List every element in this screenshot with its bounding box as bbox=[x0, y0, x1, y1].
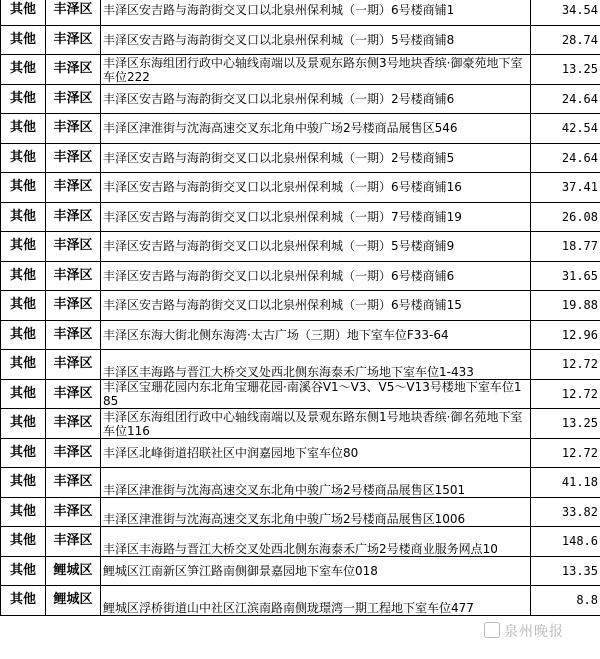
category-cell: 其他 bbox=[1, 202, 46, 232]
watermark-text: 泉州晚报 bbox=[504, 624, 564, 640]
area-cell: 12.72 bbox=[531, 438, 600, 468]
district-cell: 丰泽区 bbox=[46, 438, 101, 468]
category-cell: 其他 bbox=[1, 0, 46, 25]
table-row bbox=[1, 320, 600, 350]
area-cell: 18.77 bbox=[531, 232, 600, 262]
district-cell: 丰泽区 bbox=[46, 232, 101, 262]
district-cell: 鲤城区 bbox=[46, 556, 101, 586]
table-row bbox=[1, 261, 600, 291]
table-row bbox=[1, 379, 600, 409]
area-cell: 13.35 bbox=[531, 556, 600, 586]
table-row bbox=[1, 291, 600, 321]
area-cell: 37.41 bbox=[531, 173, 600, 203]
district-cell: 丰泽区 bbox=[46, 25, 101, 55]
area-cell: 26.08 bbox=[531, 202, 600, 232]
area-cell: 12.72 bbox=[531, 350, 600, 380]
area-cell: 41.18 bbox=[531, 468, 600, 498]
district-cell: 丰泽区 bbox=[46, 379, 101, 409]
area-cell: 12.96 bbox=[531, 320, 600, 350]
category-cell: 其他 bbox=[1, 556, 46, 586]
description-cell: 丰泽区北峰街道招联社区中润嘉园地下室车位80 bbox=[101, 438, 531, 468]
area-cell: 8.8 bbox=[531, 586, 600, 616]
watermark-logo-icon bbox=[484, 622, 500, 638]
table-row bbox=[1, 25, 600, 55]
area-cell: 33.82 bbox=[531, 497, 600, 527]
category-cell: 其他 bbox=[1, 114, 46, 144]
category-cell: 其他 bbox=[1, 497, 46, 527]
table-row bbox=[1, 409, 600, 439]
table-row bbox=[1, 556, 600, 586]
table-row bbox=[1, 0, 600, 25]
description-cell: 鲤城区江南新区笋江路南侧御景嘉园地下室车位018 bbox=[101, 556, 531, 586]
category-cell: 其他 bbox=[1, 143, 46, 173]
description-cell: 丰泽区安吉路与海韵街交叉口以北泉州保利城（一期）5号楼商铺9 bbox=[101, 232, 531, 262]
district-cell: 丰泽区 bbox=[46, 143, 101, 173]
category-cell: 其他 bbox=[1, 84, 46, 114]
district-cell: 丰泽区 bbox=[46, 320, 101, 350]
area-cell: 13.25 bbox=[531, 409, 600, 439]
area-cell: 12.72 bbox=[531, 379, 600, 409]
description-cell: 丰泽区安吉路与海韵街交叉口以北泉州保利城（一期）6号楼商铺16 bbox=[101, 173, 531, 203]
category-cell: 其他 bbox=[1, 261, 46, 291]
district-cell: 丰泽区 bbox=[46, 527, 101, 557]
area-cell: 28.74 bbox=[531, 25, 600, 55]
category-cell: 其他 bbox=[1, 173, 46, 203]
description-cell: 丰泽区津淮街与沈海高速交叉东北角中骏广场2号楼商品展售区1006 bbox=[101, 497, 531, 527]
description-cell: 丰泽区津淮街与沈海高速交叉东北角中骏广场2号楼商品展售区1501 bbox=[101, 468, 531, 498]
description-cell: 丰泽区安吉路与海韵街交叉口以北泉州保利城（一期）7号楼商铺19 bbox=[101, 202, 531, 232]
district-cell: 丰泽区 bbox=[46, 291, 101, 321]
area-cell: 24.64 bbox=[531, 84, 600, 114]
table-row bbox=[1, 468, 600, 498]
category-cell: 其他 bbox=[1, 320, 46, 350]
area-cell: 13.25 bbox=[531, 55, 600, 85]
district-cell: 丰泽区 bbox=[46, 261, 101, 291]
category-cell: 其他 bbox=[1, 379, 46, 409]
district-cell: 丰泽区 bbox=[46, 468, 101, 498]
category-cell: 其他 bbox=[1, 55, 46, 85]
category-cell: 其他 bbox=[1, 291, 46, 321]
description-cell: 丰泽区丰海路与晋江大桥交叉处西北侧东海泰禾广场地下室车位1-433 bbox=[101, 350, 531, 380]
table-row bbox=[1, 438, 600, 468]
category-cell: 其他 bbox=[1, 438, 46, 468]
table-row bbox=[1, 232, 600, 262]
district-cell: 丰泽区 bbox=[46, 84, 101, 114]
description-cell: 丰泽区丰海路与晋江大桥交叉处西北侧东海泰禾广场2号楼商业服务网点10 bbox=[101, 527, 531, 557]
district-cell: 丰泽区 bbox=[46, 55, 101, 85]
district-cell: 丰泽区 bbox=[46, 409, 101, 439]
category-cell: 其他 bbox=[1, 527, 46, 557]
description-cell: 丰泽区安吉路与海韵街交叉口以北泉州保利城（一期）6号楼商铺1 bbox=[101, 0, 531, 25]
description-cell: 丰泽区安吉路与海韵街交叉口以北泉州保利城（一期）5号楼商铺8 bbox=[101, 25, 531, 55]
watermark bbox=[484, 621, 564, 641]
description-cell: 丰泽区宝珊花园内东北角宝珊花园·南溪谷V1～V3、V5～V13号楼地下室车位185 bbox=[101, 379, 531, 409]
description-cell: 鲤城区浮桥街道山中社区江滨南路南侧珑璟湾一期工程地下室车位477 bbox=[101, 586, 531, 616]
table-row bbox=[1, 350, 600, 380]
area-cell: 42.54 bbox=[531, 114, 600, 144]
table-row bbox=[1, 586, 600, 616]
table-row bbox=[1, 143, 600, 173]
category-cell: 其他 bbox=[1, 25, 46, 55]
area-cell: 148.6 bbox=[531, 527, 600, 557]
table-row bbox=[1, 527, 600, 557]
category-cell: 其他 bbox=[1, 468, 46, 498]
area-cell: 24.64 bbox=[531, 143, 600, 173]
description-cell: 丰泽区安吉路与海韵街交叉口以北泉州保利城（一期）6号楼商铺6 bbox=[101, 261, 531, 291]
category-cell: 其他 bbox=[1, 232, 46, 262]
table-row bbox=[1, 202, 600, 232]
category-cell: 其他 bbox=[1, 350, 46, 380]
table-row bbox=[1, 55, 600, 85]
description-cell: 丰泽区安吉路与海韵街交叉口以北泉州保利城（一期）2号楼商铺5 bbox=[101, 143, 531, 173]
district-cell: 丰泽区 bbox=[46, 497, 101, 527]
description-cell: 丰泽区津淮街与沈海高速交叉东北角中骏广场2号楼商品展售区546 bbox=[101, 114, 531, 144]
description-cell: 丰泽区东海组团行政中心轴线南端以及景观东路东侧1号地块香缤·御名苑地下室车位116 bbox=[101, 409, 531, 439]
category-cell: 其他 bbox=[1, 409, 46, 439]
area-cell: 31.65 bbox=[531, 261, 600, 291]
district-cell: 丰泽区 bbox=[46, 114, 101, 144]
area-cell: 19.88 bbox=[531, 291, 600, 321]
table-body bbox=[1, 0, 600, 615]
table-row bbox=[1, 114, 600, 144]
category-cell: 其他 bbox=[1, 586, 46, 616]
table-row bbox=[1, 173, 600, 203]
description-cell: 丰泽区东海大街北侧东海湾·太古广场（三期）地下室车位F33-64 bbox=[101, 320, 531, 350]
table-row bbox=[1, 84, 600, 114]
district-cell: 丰泽区 bbox=[46, 350, 101, 380]
description-cell: 丰泽区东海组团行政中心轴线南端以及景观东路东侧3号地块香缤·御豪苑地下室车位222 bbox=[101, 55, 531, 85]
description-cell: 丰泽区安吉路与海韵街交叉口以北泉州保利城（一期）2号楼商铺6 bbox=[101, 84, 531, 114]
district-cell: 丰泽区 bbox=[46, 202, 101, 232]
table-row bbox=[1, 497, 600, 527]
district-cell: 鲤城区 bbox=[46, 586, 101, 616]
area-cell: 34.54 bbox=[531, 0, 600, 25]
district-cell: 丰泽区 bbox=[46, 173, 101, 203]
description-cell: 丰泽区安吉路与海韵街交叉口以北泉州保利城（一期）6号楼商铺15 bbox=[101, 291, 531, 321]
district-cell: 丰泽区 bbox=[46, 0, 101, 25]
